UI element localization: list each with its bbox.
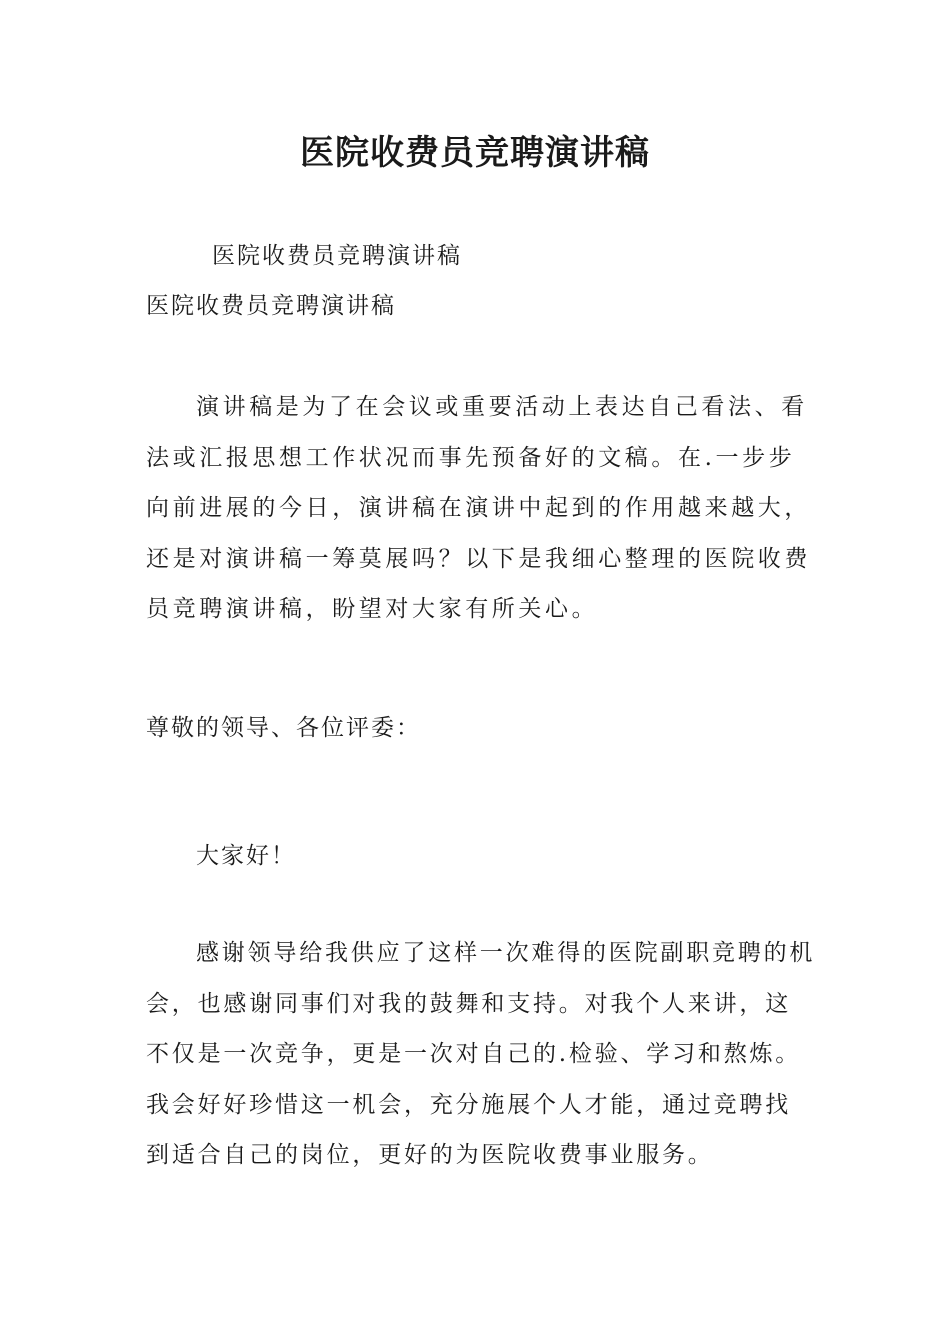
document-title: 医院收费员竞聘演讲稿 — [300, 133, 650, 173]
intro-paragraph: 演讲稿是为了在会议或重要活动上表达自己看法、看法或汇报思想工作状况而事先预备好的文稿。在.一步步向前进展的今日，演讲稿在演讲中起到的作用越来越大，还是对演讲稿一筹莫展吗？以下是我细心整理的医院收费员竞聘演讲稿，盼望对大家有所关心。 — [146, 394, 811, 622]
subtitle-line-1: 医院收费员竞聘演讲稿 — [212, 243, 462, 269]
greeting: 大家好！ — [196, 843, 296, 869]
subtitle-line-2: 医院收费员竞聘演讲稿 — [146, 293, 396, 319]
salutation: 尊敬的领导、各位评委： — [146, 715, 421, 741]
body-paragraph: 感谢领导给我供应了这样一次难得的医院副职竞聘的机会，也感谢同事们对我的鼓舞和支持。对我个人来讲，这不仅是一次竞争，更是一次对自己的.检验、学习和熬炼。我会好好珍惜这一机会，充分施展个人才能，通过竞聘找到适合自己的岗位，更好的为医院收费事业服务。 — [146, 940, 816, 1168]
